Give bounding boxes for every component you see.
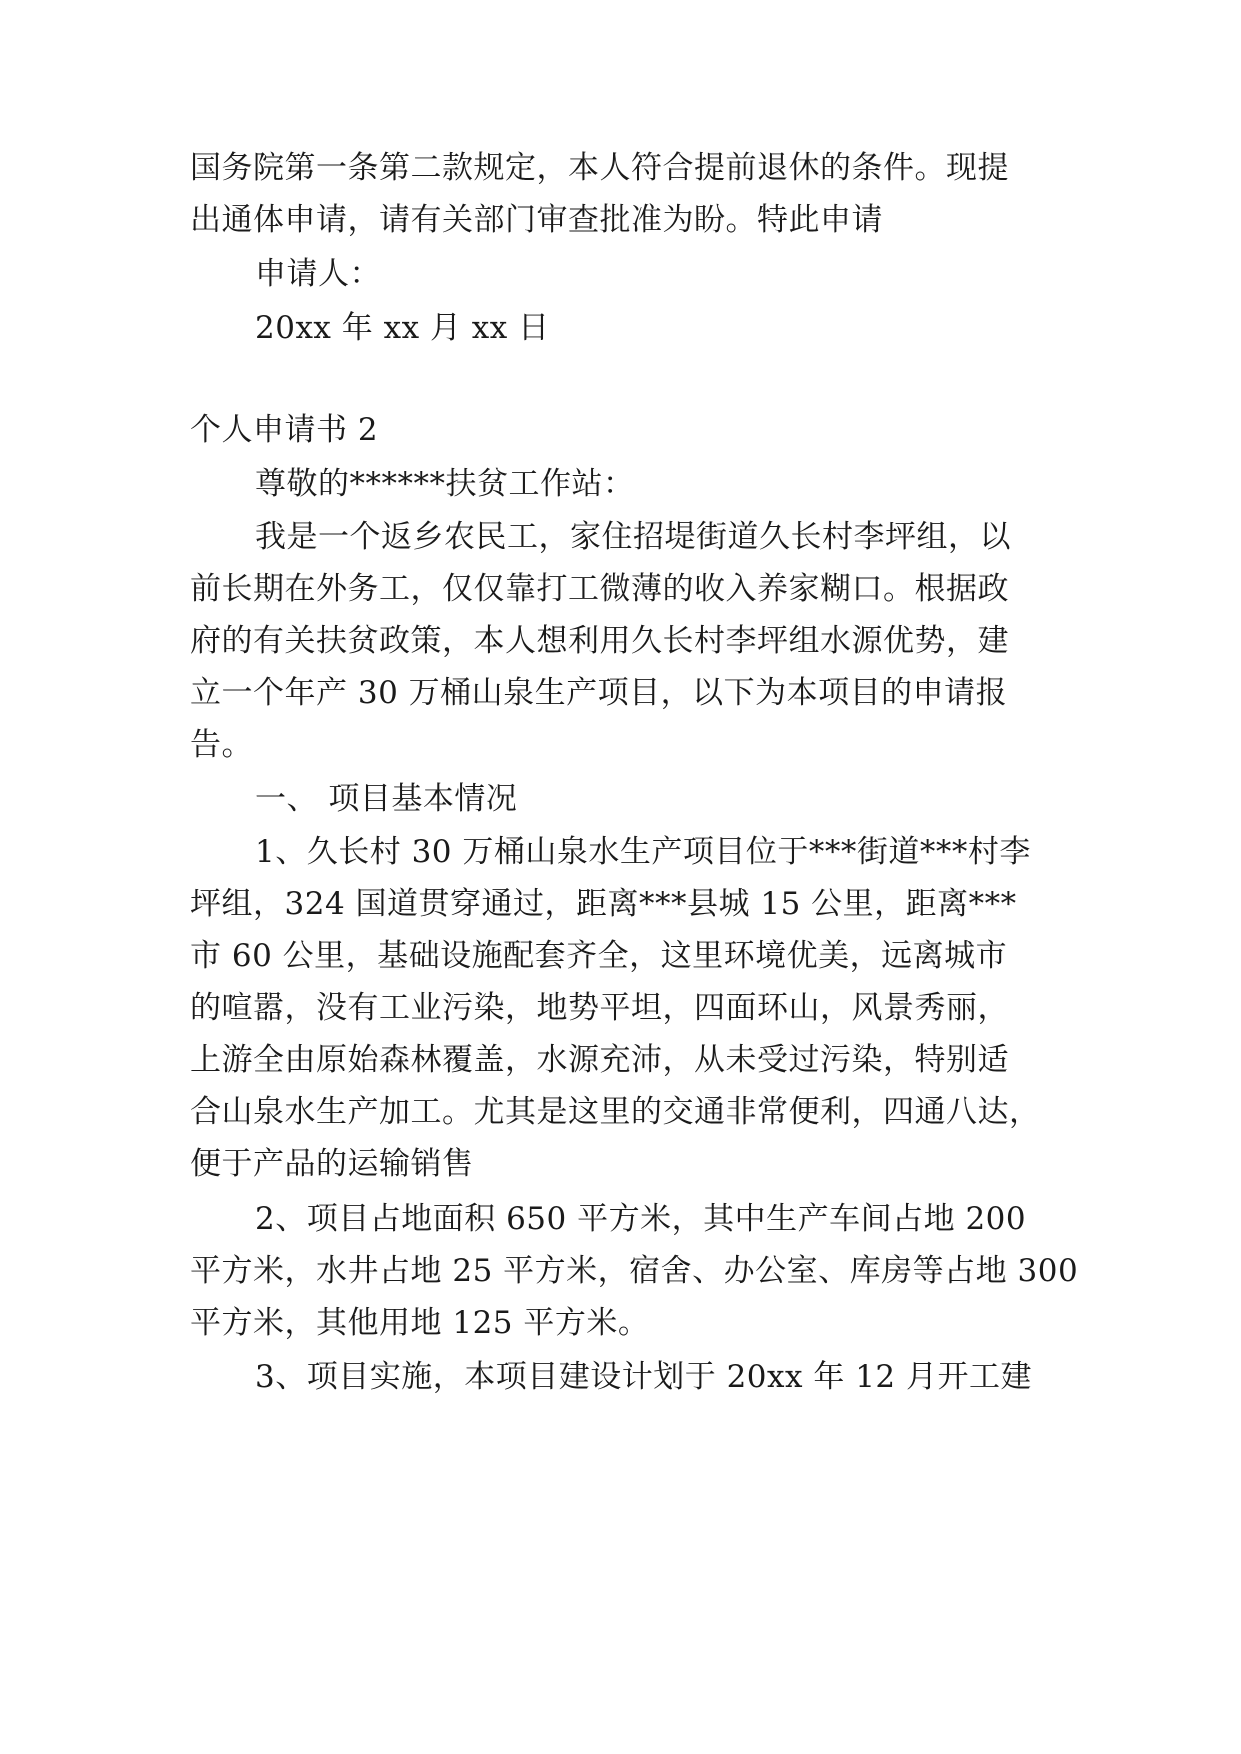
paragraph-line: 府的有关扶贫政策，本人想利用久长村李坪组水源优势，建 <box>190 623 1009 659</box>
paragraph-line: 的喧嚣，没有工业污染，地势平坦，四面环山，风景秀丽， <box>190 990 1009 1026</box>
paragraph-line: 平方米，其他用地 125 平方米。 <box>190 1305 650 1341</box>
paragraph-line: 出通体申请，请有关部门审查批准为盼。特此申请 <box>190 202 883 238</box>
paragraph-line: 我是一个返乡农民工，家住招堤街道久长村李坪组，以 <box>255 519 1011 555</box>
subsection-heading: 一、 项目基本情况 <box>255 781 518 817</box>
paragraph-line: 便于产品的运输销售 <box>190 1146 474 1182</box>
applicant-label: 申请人： <box>255 256 381 292</box>
paragraph-line: 上游全由原始森林覆盖，水源充沛，从未受过污染，特别适 <box>190 1042 1009 1078</box>
paragraph-line: 平方米，水井占地 25 平方米，宿舍、办公室、库房等占地 300 <box>190 1253 1079 1289</box>
salutation: 尊敬的******扶贫工作站： <box>255 466 635 502</box>
date-line: 20xx 年 xx 月 xx 日 <box>255 310 550 346</box>
section-title: 个人申请书 2 <box>190 412 379 448</box>
paragraph-line: 市 60 公里，基础设施配套齐全，这里环境优美，远离城市 <box>190 938 1008 974</box>
paragraph-line: 2、项目占地面积 650 平方米，其中生产车间占地 200 <box>255 1201 1027 1237</box>
paragraph-line: 立一个年产 30 万桶山泉生产项目，以下为本项目的申请报 <box>190 675 1008 711</box>
paragraph-line: 坪组，324 国道贯穿通过，距离***县城 15 公里，距离*** <box>190 886 1017 922</box>
paragraph-line: 国务院第一条第二款规定，本人符合提前退休的条件。现提 <box>190 150 1009 186</box>
paragraph-line: 告。 <box>190 727 253 763</box>
paragraph-line: 1、久长村 30 万桶山泉水生产项目位于***街道***村李 <box>255 834 1031 870</box>
paragraph-line: 合山泉水生产加工。尤其是这里的交通非常便利，四通八达， <box>190 1094 1041 1130</box>
paragraph-line: 3、项目实施，本项目建设计划于 20xx 年 12 月开工建 <box>255 1359 1032 1395</box>
paragraph-line: 前长期在外务工，仅仅靠打工微薄的收入养家糊口。根据政 <box>190 571 1009 607</box>
